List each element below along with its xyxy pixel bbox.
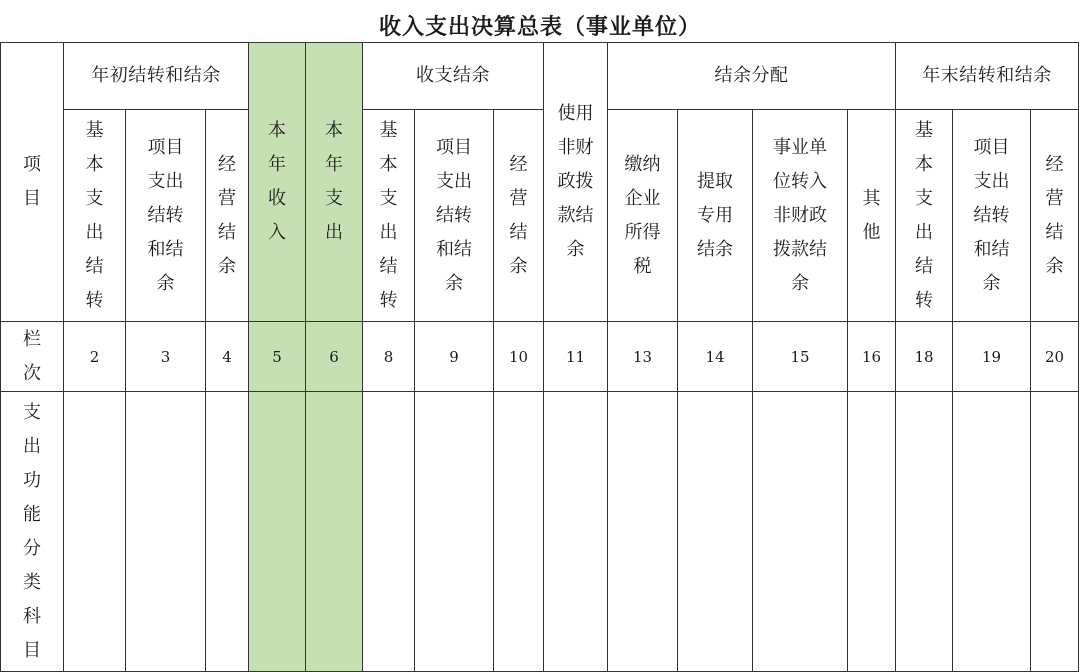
col-index-cell: 16 <box>848 322 896 392</box>
header-group-begin: 年初结转和结余 <box>64 43 249 110</box>
header-begin-project: 项目 支出 结转 和结 余 <box>126 110 206 322</box>
header-alloc-other: 其 他 <box>848 110 896 322</box>
table-cell <box>544 392 608 672</box>
table-cell <box>363 392 415 672</box>
table-cell <box>1031 392 1079 672</box>
col-index-cell: 15 <box>753 322 848 392</box>
header-bal-basic: 基 本 支 出 结 转 <box>363 110 415 322</box>
col-index-cell: 2 <box>64 322 126 392</box>
col-index-cell: 13 <box>608 322 678 392</box>
header-nonfiscal: 使用 非财 政拨 款结 余 <box>544 43 608 322</box>
header-end-operating: 经 营 结 余 <box>1031 110 1079 322</box>
header-income: 本 年 收 入 <box>249 43 306 322</box>
header-begin-basic: 基 本 支 出 结 转 <box>64 110 126 322</box>
col-index-cell: 6 <box>306 322 363 392</box>
table-cell <box>306 392 363 672</box>
col-index-cell: 3 <box>126 322 206 392</box>
col-index-cell: 5 <box>249 322 306 392</box>
header-expense: 本 年 支 出 <box>306 43 363 322</box>
table-cell <box>249 392 306 672</box>
table-cell <box>126 392 206 672</box>
header-alloc-special: 提取 专用 结余 <box>678 110 753 322</box>
row-category-label: 支 出 功 能 分 类 科 目 <box>1 392 64 672</box>
table-cell <box>896 392 953 672</box>
header-bal-operating: 经 营 结 余 <box>494 110 544 322</box>
table-cell <box>753 392 848 672</box>
col-index-cell: 19 <box>953 322 1031 392</box>
header-end-project: 项目 支出 结转 和结 余 <box>953 110 1031 322</box>
header-group-balance: 收支结余 <box>363 43 544 110</box>
table-cell <box>678 392 753 672</box>
table-cell <box>415 392 494 672</box>
row-index-label: 栏 次 <box>1 322 64 392</box>
table-cell <box>608 392 678 672</box>
col-index-cell: 8 <box>363 322 415 392</box>
header-bal-project: 项目 支出 结转 和结 余 <box>415 110 494 322</box>
header-alloc-tax: 缴纳 企业 所得 税 <box>608 110 678 322</box>
header-begin-operating: 经 营 结 余 <box>206 110 249 322</box>
col-index-cell: 14 <box>678 322 753 392</box>
col-index-cell: 20 <box>1031 322 1079 392</box>
table-title: 收入支出决算总表（事业单位） <box>378 14 701 40</box>
col-index-cell: 4 <box>206 322 249 392</box>
table-row-category <box>1 392 1079 672</box>
table-cell <box>206 392 249 672</box>
header-alloc-transfer: 事业单 位转入 非财政 拨款结 余 <box>753 110 848 322</box>
table-cell <box>494 392 544 672</box>
header-project: 项 目 <box>1 43 64 322</box>
table-cell <box>848 392 896 672</box>
col-index-cell: 11 <box>544 322 608 392</box>
header-end-basic: 基 本 支 出 结 转 <box>896 110 953 322</box>
table-cell <box>64 392 126 672</box>
col-index-cell: 9 <box>415 322 494 392</box>
header-group-end: 年末结转和结余 <box>896 43 1079 110</box>
header-group-alloc: 结余分配 <box>608 43 896 110</box>
summary-table <box>0 42 1079 672</box>
table-row-index <box>1 322 1079 392</box>
col-index-cell: 18 <box>896 322 953 392</box>
table-cell <box>953 392 1031 672</box>
col-index-cell: 10 <box>494 322 544 392</box>
